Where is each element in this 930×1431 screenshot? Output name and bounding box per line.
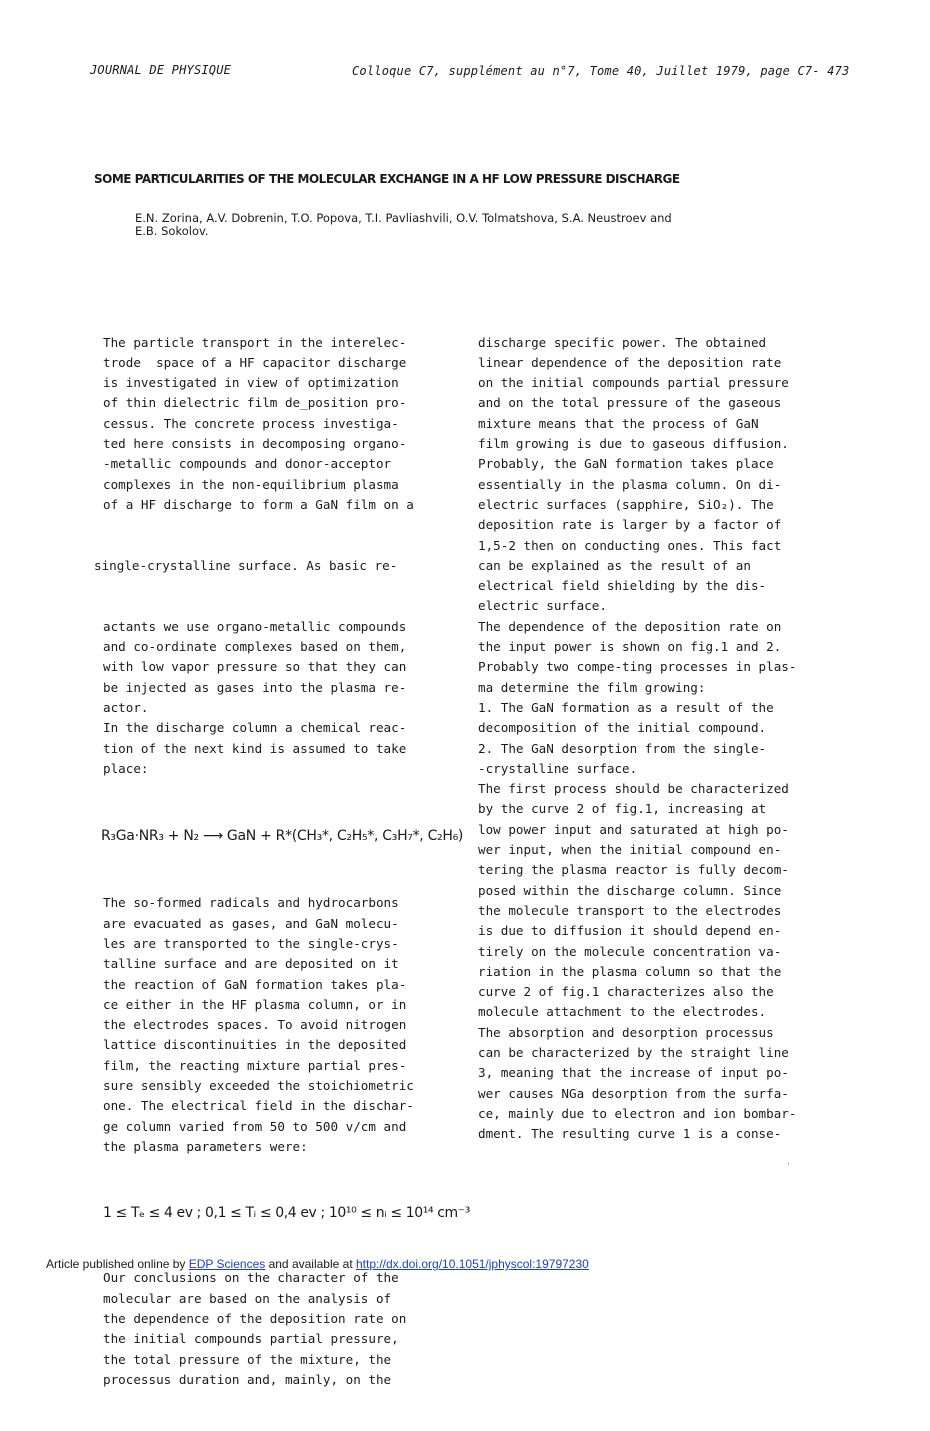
text-line: by the curve 2 of fig.1, increasing at xyxy=(478,801,767,817)
text-line: -crystalline surface. xyxy=(478,760,638,776)
text-line: lattice discontinuities in the deposited xyxy=(103,1037,407,1053)
text-line: mixture means that the process of GaN xyxy=(478,415,759,431)
doi-link[interactable]: http://dx.doi.org/10.1051/jphyscol:19797230 xyxy=(355,1257,589,1271)
text-line: In the discharge column a chemical reac- xyxy=(103,720,407,736)
text-line: Probably, the GaN formation takes place xyxy=(478,456,774,472)
text-line: -metallic compounds and donor-acceptor xyxy=(103,456,392,472)
text-line: 1. The GaN formation as a result of the xyxy=(478,699,774,715)
publication-footer xyxy=(46,1257,589,1271)
text-line: and on the total pressure of the gaseous xyxy=(478,395,782,411)
text-line: electrical field shielding by the dis- xyxy=(478,578,767,594)
text-line: sure sensibly exceeded the stoichiometric xyxy=(103,1077,414,1093)
text-line: one. The electrical field in the dischar- xyxy=(103,1098,414,1114)
text-line: and co-ordinate complexes based on them, xyxy=(103,639,407,655)
text-line: be injected as gases into the plasma re- xyxy=(103,679,407,695)
text-line: actants we use organo-metallic compounds xyxy=(103,618,407,634)
text-line: the dependence of the deposition rate on xyxy=(103,1310,407,1326)
text-line: actor. xyxy=(103,699,149,715)
text-line: can be explained as the result of an xyxy=(478,557,751,573)
text-line: the electrodes spaces. To avoid nitrogen xyxy=(103,1017,407,1033)
text-line: 3, meaning that the increase of input po- xyxy=(478,1065,789,1081)
author-line: E.B. Sokolov. xyxy=(135,224,209,238)
author-list xyxy=(135,212,775,238)
text-line: les are transported to the single-crys- xyxy=(103,935,399,951)
text-line: single-crystalline surface. As basic re- xyxy=(94,557,398,573)
plasma-parameters-formula: 1 ≤ Tₑ ≤ 4 ev ; 0,1 ≤ Tᵢ ≤ 0,4 ev ; 10¹⁰ ≤ nᵢ ≤ 10¹⁴ cm⁻³ xyxy=(103,1204,470,1221)
text-line: wer input, when the initial compound en- xyxy=(478,842,782,858)
text-line: 2. The GaN desorption from the single- xyxy=(478,740,767,756)
text-line: talline surface and are deposited on it xyxy=(103,956,399,972)
text-line: The dependence of the deposition rate on xyxy=(478,618,782,634)
text-line: ce, mainly due to electron and ion bombar- xyxy=(478,1105,797,1121)
text-line: film growing is due to gaseous diffusion. xyxy=(478,436,789,452)
text-line: discharge specific power. The obtained xyxy=(478,334,767,350)
text-line: the reaction of GaN formation takes pla- xyxy=(103,976,407,992)
text-line: can be characterized by the straight line xyxy=(478,1044,789,1060)
text-line: The first process should be characterized xyxy=(478,781,789,797)
text-line: trode space of a HF capacitor discharge xyxy=(103,354,407,370)
text-line: 1,5-2 then on conducting ones. This fact xyxy=(478,537,782,553)
text-line: ce either in the HF plasma column, or in xyxy=(103,996,407,1012)
text-line: are evacuated as gases, and GaN molecu- xyxy=(103,915,399,931)
text-line: electric surface. xyxy=(478,598,607,614)
text-line: with low vapor pressure so that they can xyxy=(103,659,407,675)
journal-citation: Colloque C7, supplément au n°7, Tome 40, Juillet 1979, page C7- 473 xyxy=(352,64,850,78)
text-line: the initial compounds partial pressure, xyxy=(103,1331,399,1347)
paper-title: SOME PARTICULARITIES OF THE MOLECULAR EXCHANGE IN A HF LOW PRESSURE DISCHARGE xyxy=(94,172,680,186)
text-line: tirely on the molecule concentration va- xyxy=(478,943,782,959)
text-line: Our conclusions on the character of the xyxy=(103,1270,399,1286)
text-line: linear dependence of the deposition rate xyxy=(478,354,782,370)
text-line: is due to diffusion it should depend en- xyxy=(478,923,782,939)
scan-speck xyxy=(788,1163,789,1164)
text-line: the total pressure of the mixture, the xyxy=(103,1351,392,1367)
text-line: Probably two compe-ting processes in plas- xyxy=(478,659,797,675)
text-line: ma determine the film growing: xyxy=(478,679,706,695)
text-line: low power input and saturated at high po- xyxy=(478,821,789,837)
text-line: place: xyxy=(103,760,149,776)
text-line: cessus. The concrete process investiga- xyxy=(103,415,399,431)
right-column xyxy=(478,292,858,1185)
text-line: essentially in the plasma column. On di- xyxy=(478,476,782,492)
text-line: The so-formed radicals and hydrocarbons xyxy=(103,895,399,911)
text-line: ge column varied from 50 to 500 v/cm and xyxy=(103,1118,407,1134)
publisher-link[interactable]: EDP Sciences xyxy=(188,1257,266,1271)
text-line: on the initial compounds partial pressure xyxy=(478,375,789,391)
text-line: molecule attachment to the electrodes. xyxy=(478,1004,767,1020)
text-line: complexes in the non-equilibrium plasma xyxy=(103,476,399,492)
text-line: processus duration and, mainly, on the xyxy=(103,1371,392,1387)
text-line: riation in the plasma column so that the xyxy=(478,963,782,979)
text-line: the plasma parameters were: xyxy=(103,1138,308,1154)
footer-middle: and available at xyxy=(265,1257,356,1271)
text-line: deposition rate is larger by a factor of xyxy=(478,517,782,533)
text-line: posed within the discharge column. Since xyxy=(478,882,782,898)
text-line: of a HF discharge to form a GaN film on a xyxy=(103,496,414,512)
text-line: tion of the next kind is assumed to take xyxy=(103,740,407,756)
text-line: the input power is shown on fig.1 and 2. xyxy=(478,639,782,655)
text-line: wer causes NGa desorption from the surfa- xyxy=(478,1085,789,1101)
text-line: electric surfaces (sapphire, SiO₂). The xyxy=(478,496,774,512)
text-line: tering the plasma reactor is fully decom- xyxy=(478,862,789,878)
text-line: The absorption and desorption processus xyxy=(478,1024,774,1040)
text-line: of thin dielectric film de_position pro- xyxy=(103,395,407,411)
journal-name: JOURNAL DE PHYSIQUE xyxy=(90,63,232,77)
author-line: E.N. Zorina, A.V. Dobrenin, T.O. Popova, T.I. Pavliashvili, O.V. Tolmatshova, S.A. Neustroev and xyxy=(135,211,672,225)
text-line: is investigated in view of optimization xyxy=(103,375,399,391)
text-line: the molecule transport to the electrodes xyxy=(478,902,782,918)
text-line: film, the reacting mixture partial pres- xyxy=(103,1057,407,1073)
footer-prefix: Article published online by xyxy=(46,1257,189,1271)
text-line: dment. The resulting curve 1 is a conse- xyxy=(478,1126,782,1142)
text-line: ted here consists in decomposing organo- xyxy=(103,436,407,452)
text-line: curve 2 of fig.1 characterizes also the xyxy=(478,984,774,1000)
text-line: The particle transport in the interelec- xyxy=(103,334,407,350)
text-line: molecular are based on the analysis of xyxy=(103,1290,392,1306)
reaction-formula: R₃Ga·NR₃ + N₂ ⟶ GaN + R*(CH₃*, C₂H₅*, C₃H₇*, C₂H₆) xyxy=(101,827,464,844)
text-line: decomposition of the initial compound. xyxy=(478,720,767,736)
